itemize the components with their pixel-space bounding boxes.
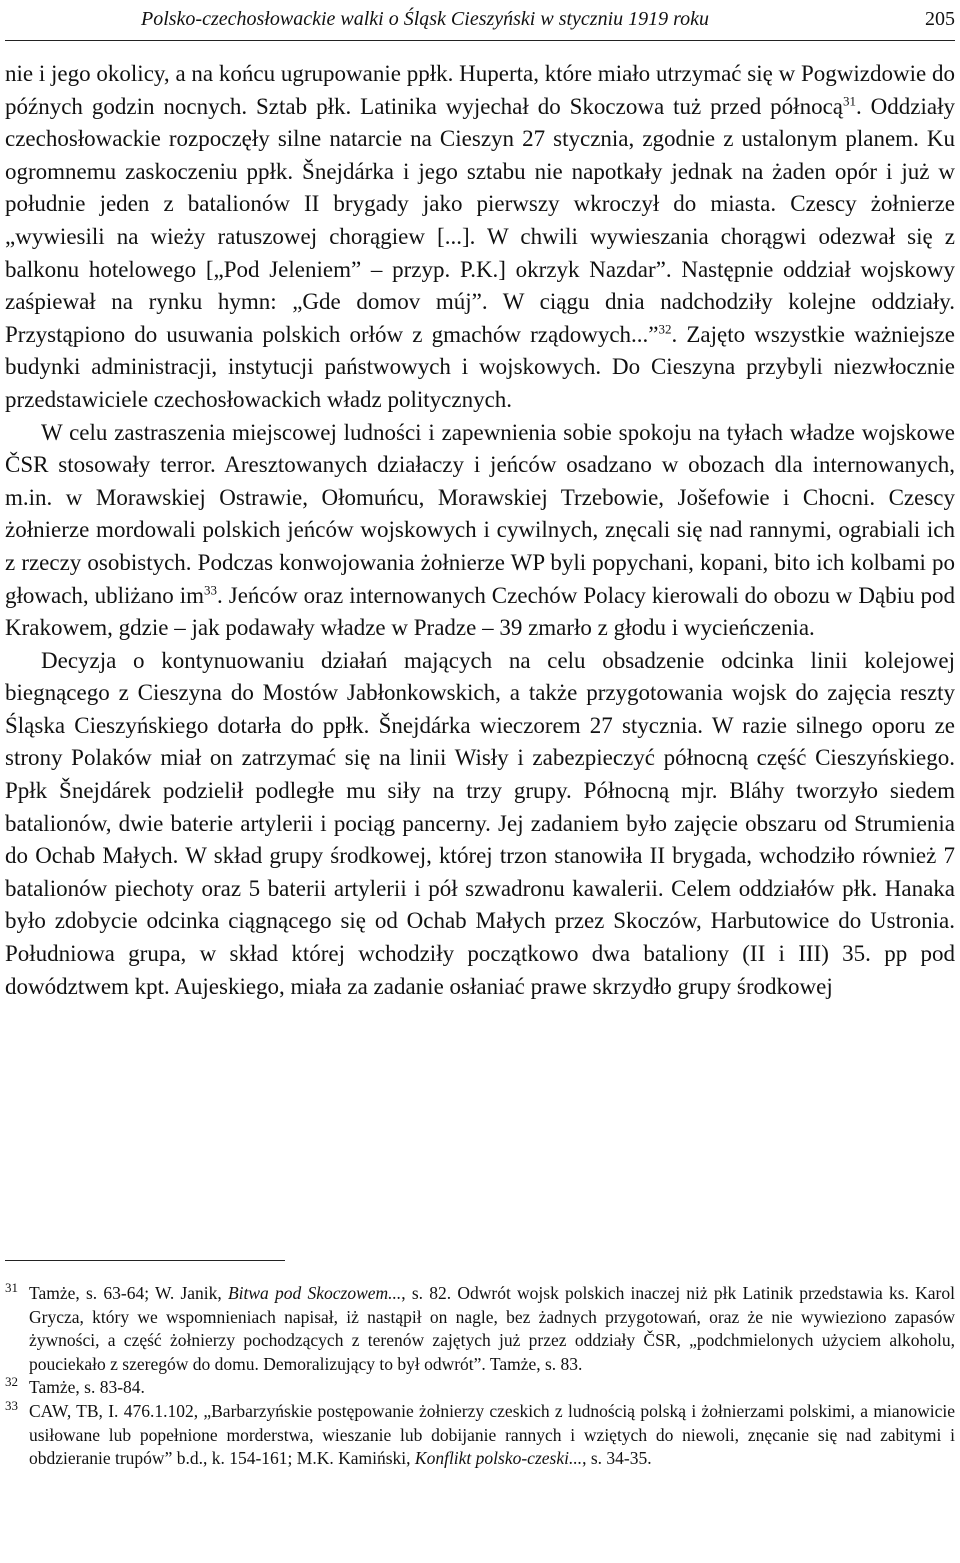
footnote-number: 32 <box>5 1374 18 1390</box>
footnote-separator <box>5 1260 285 1261</box>
paragraph-2: W celu zastraszenia miejscowej ludności i zapewnienia sobie spokoju na tyłach władze wojskowe ČSR stosowały terror. Aresztowanych działaczy i jeńców osadzano w obozach dla internowanych, m.in. w Morawskiej Ostrawie, Ołomuńcu, Morawskiej Trzebowie, Jošefowie i Chocni. Czescy żołnierze mordowali polskich jeńców wojskowych i cywilnych, znęcali się nad rannymi, ograbiali ich z rzeczy osobistych. Podczas konwojowania żołnierze WP byli popychani, kopani, bito ich kolbami po głowach, ubliżano $im^{33}$. Jeńców oraz internowanych Czechów Polacy kierowali do obozu w Dąbiu pod Krakowem, gdzie – jak podawały władze w Pradze – 39 zmarło z głodu i wycieńczenia. <box>5 419 955 641</box>
page-number: 205 <box>925 8 955 30</box>
footnote-ref-31: 31 <box>842 92 856 108</box>
paragraph-3: Decyzja o kontynuowaniu działań mających na celu obsadzenie odcinka linii kolejowej biegnącego z Cieszyna do Mostów Jabłonkowskich, a także przygotowania wojsk do zajęcia reszty Śląska Cieszyńskiego dotarła do ppłk. Šnejdárka wieczorem 27 stycznia. W razie silnego oporu ze strony Polaków miał on zatrzymać się na linii Wisły i zabezpieczyć północną część Cieszyńskiego. Ppłk Šnejdárek podzielił podległe mu siły na trzy grupy. Północną mjr. Bláhy tworzyło siedem batalionów, dwie baterie artylerii i pociąg pancerny. Jej zadaniem było zajęcie obszaru od Strumienia do Ochab Małych. W skład grupy środkowej, której trzon stanowiła II brygada, wchodziło również 7 batalionów piechoty oraz 5 baterii artylerii i pół szwadronu kawalerii. Celem oddziałów płk. Hanaka było zdobycie odcinka ciągnącego się od Ochab Małych przez Skoczów, Harbutowice do Ustronia. Południowa grupa, w skład której wchodziły początkowo dwa bataliony (II i III) 35. pp pod dowództwem kpt. Aujeskiego, miała za zadanie osłaniać prawe skrzydło grupy środkowej <box>5 647 955 999</box>
footnote-ref-32: 32 <box>658 321 672 337</box>
footnote-32: 32 Tamże, s. 83-84. <box>5 1376 955 1400</box>
footnotes <box>5 1282 955 1471</box>
footnote-number: 31 <box>5 1280 18 1295</box>
footnote-ref-33: 33 <box>204 581 218 597</box>
footnote-33: 33 CAW, TB, I. 476.1.102, „Barbarzyńskie postępowanie żołnierzy czeskich z ludnością polską i żołnierzami polskimi, a mianowicie usiłowane lub popełnione morderstwa, wieszanie lub dobijanie rannych i wziętych do niewoli, znęcanie się nad zabitymi i obdzieranie trupów” b.d., k. 154-161; M.K. Kamiński, Konflikt polsko-czeski..., s. 34-35. <box>5 1400 955 1471</box>
main-text <box>5 58 955 1003</box>
footnote-31: 31 Tamże, s. 63-64; W. Janik, Bitwa pod Skoczowem..., s. 82. Odwrót wojsk polskich inaczej niż płk Latinik przedstawia ks. Karol Grycza, który we wspomnieniach napisał, iż nastąpił on nagle, bez żadnych przygotowań, oraz że nie wywieziono zapasów żywności, a część żołnierzy pochodzących z terenów zajętych już przez oddziały ČSR, „podchmielonych użyciem alkoholu, pouciekało z szeregów do domu. Demoralizujący to był odwrót”. Tamże, s. 83. <box>5 1282 955 1376</box>
header-title: Polsko-czechosłowackie walki o Śląsk Cieszyński w styczniu 1919 roku <box>141 8 710 30</box>
running-header <box>5 6 955 32</box>
paragraph-1: nie i jego okolicy, a na końcu ugrupowanie ppłk. Huperta, które miało utrzymać się w Pogwizdowie do późnych godzin nocnych. Sztab płk. Latinika wyjechał do Skoczowa tuż przed północą$^{31}$. Oddziały czechosłowackie rozpoczęły silne natarcie na Cieszyn 27 stycznia, zgodnie z ustalonym planem. Ku ogromnemu zaskoczeniu ppłk. Šnejdárka i jego sztabu nie napotkały jednak na żaden opór i już w południe jeden z batalionów II brygady jako pierwszy wkroczył do miasta. Czescy żołnierze „wywiesili na wieży ratuszowej chorągiew [...]. W chwili wywieszania chorągwi odezwał się z balkonu hotelowego [„Pod Jeleniem” – przyp. P.K.] okrzyk Nazdar”. Następnie oddział wojskowy zaśpiewał na rynku hymn: „Gde domov múj”. W ciągu dnia nadchodziły kolejne oddziały. Przystąpiono do usuwania polskich orłów z gmachów rządowych...”$^{32}$. Zajęto wszystkie ważniejsze budynki administracji, instytucji państwowych i wojskowych. Do Cieszyna przybyli niezwłocznie przedstawiciele czechosłowackich władz politycznych. <box>5 61 955 412</box>
footnote-number: 33 <box>5 1397 18 1413</box>
header-rule <box>5 40 955 41</box>
